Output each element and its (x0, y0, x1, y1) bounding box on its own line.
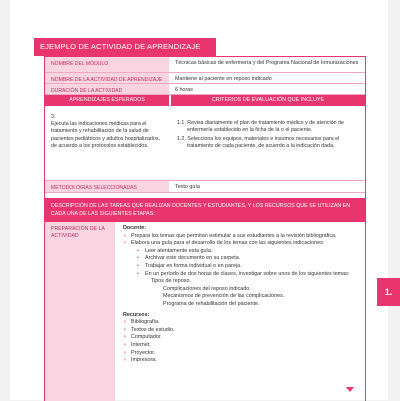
list-item: › Elabora una guía para el desarrollo de los temas con las siguientes indicaciones: (123, 240, 359, 248)
criterion-item: 1.2. Selecciona los equipos, materiales e insumos necesarios para el tratamiento de cada paciente, de acuerdo a la indicación dada. (177, 135, 340, 150)
description-band: DESCRIPCIÓN DE LAS TAREAS QUE REALIZAN DOCENTES Y ESTUDIANTES, Y LOS RECURSOS QUE SE UTILIZAN EN CADA UNA DE LAS SIGUIENTES ETAPAS: (45, 198, 365, 222)
preparation-label: PREPARACIÓN DE LA ACTIVIDAD (45, 222, 115, 401)
methodology-row (45, 181, 365, 193)
list-item: › Prepara los temas que permitan estimular a sus estudiantes a la revisión bibliográfica. (123, 233, 359, 241)
learning-number: 3. (51, 114, 56, 120)
topic-item: Mecanismos de prevención de las complicaciones. (163, 293, 285, 300)
preparation-content (117, 222, 365, 365)
criteria-header-row (45, 95, 365, 106)
learning-row (45, 106, 365, 181)
resource-item: › Bibliografía. (123, 319, 359, 327)
topic-item: Tipos de reposo. (151, 278, 191, 285)
continue-arrow-icon (346, 387, 354, 392)
topic-item: Complicaciones del reposo indicado. (163, 285, 251, 292)
page-title: EJEMPLO DE ACTIVIDAD DE APRENDIZAJE (34, 38, 216, 56)
sub-list-item: • En un período de dos horas de clases, investigar sobre unos de los siguientes temas: (123, 271, 359, 279)
criterion-item: 1.1. Revisa diariamente el plan de tratamiento médico y de atención de enfermería establecido en la ficha de la o el paciente. (177, 120, 344, 134)
sub-list-item: • Archivar este documento en su carpeta. (123, 255, 359, 263)
module-label: NOMBRE DEL MÓDULO (45, 57, 169, 72)
duration-label: DURACIÓN DE LA ACTIVIDAD (45, 84, 169, 94)
activity-table (44, 56, 366, 401)
topic-item: Programa de rehabilitación del paciente. (163, 300, 260, 307)
activity-name-value: Mantiene al paciente en reposo indicado (175, 76, 272, 82)
info-row-activity (45, 73, 365, 84)
resource-item: › Proyector. (123, 350, 359, 358)
resources-heading: Recursos: (123, 311, 150, 318)
expected-learning-cell (45, 106, 169, 180)
methodology-value: Texto guía (175, 184, 200, 190)
sub-list-item: • Leer atentamente esta guía. (123, 248, 359, 256)
section-number-badge: 1. (377, 278, 400, 306)
resource-item: › Internet. (123, 342, 359, 350)
resource-item: › Textos de estudio. (123, 327, 359, 335)
duration-value: 6 horas (175, 87, 193, 93)
resource-item: › Impresora. (123, 357, 359, 365)
resource-item: › Computador. (123, 334, 359, 342)
info-row-duration (45, 84, 365, 95)
info-row-module (45, 57, 365, 73)
learning-text: Ejecuta las indicaciones médicas para el tratamiento y rehabilitación de la salud de pacientes pediátricos y adultos hospitalizados, de acuerdo a los protocolos establecidos. (51, 121, 160, 149)
expected-learning-header: APRENDIZAJES ESPERADOS (45, 95, 169, 106)
methodology-label: METODOLOGÍAS SELECCIONADAS (45, 181, 169, 192)
activity-name-label: NOMBRE DE LA ACTIVIDAD DE APRENDIZAJE (45, 73, 169, 83)
criteria-cell (171, 114, 365, 152)
evaluation-criteria-header: CRITERIOS DE EVALUACIÓN QUE INCLUYE (171, 95, 365, 106)
module-value: Técnicas básicas de enfermería y del Programa Nacional de Inmunizaciones (175, 60, 359, 66)
teacher-heading: Docente: (123, 225, 147, 231)
sub-list-item: • Trabajar en forma individual o en pareja. (123, 263, 359, 271)
